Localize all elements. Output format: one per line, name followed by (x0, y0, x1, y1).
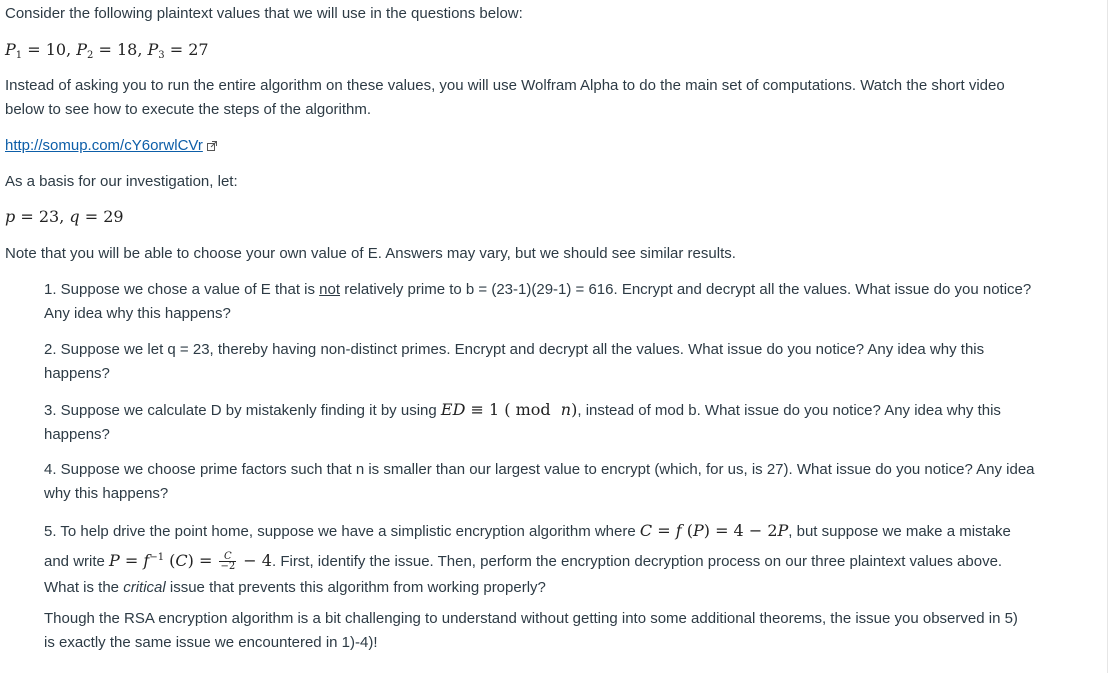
question-1 (44, 278, 1094, 326)
video-link[interactable]: http://somup.com/cY6orwlCVr (5, 137, 203, 154)
q3-formula: ED ≡ 1 ( mod n) (440, 400, 578, 419)
note-text: Note that you will be able to choose your own value of E. Answers may vary, but we should see similar results. (5, 245, 736, 262)
q3-text-b: , instead of mod b. What issue do you notice? Any idea why this (577, 402, 1001, 419)
q5-text-e: What is the (44, 579, 124, 596)
prime-values: p = 23, q = 29 (5, 207, 124, 226)
q-value: 29 (103, 207, 124, 226)
q4-text-b: why this happens? (44, 485, 169, 502)
p1-value: 10 (45, 40, 67, 59)
closing-line-2: is exactly the same issue we encountered in 1)-4)! (44, 634, 378, 651)
q1-text-c: relatively prime to b = (23-1)(29-1) = 616. Encrypt and decrypt all the values. What issue do you notice? (340, 281, 1032, 298)
p2-value: 18 (116, 40, 138, 59)
q5-text-b: , but suppose we make a mistake (788, 523, 1011, 540)
q3-text-c: happens? (44, 426, 110, 443)
question-3 (44, 398, 1094, 447)
instructions-line-1: Instead of asking you to run the entire algorithm on these values, you will use Wolfram Alpha to do the main set of computations. Watch the short video (5, 77, 1005, 94)
p3-value: 27 (188, 40, 209, 59)
question-2 (44, 338, 1094, 386)
q5-emphasis: critical (123, 579, 166, 596)
q5-text-d: . First, identify the issue. Then, perform the encryption decryption process on our three plaintext values above. (271, 553, 1003, 570)
basis-text: As a basis for our investigation, let: (5, 173, 238, 190)
q3-text-a: 3. Suppose we calculate D by mistakenly finding it by using (44, 402, 441, 419)
p-value: 23 (38, 207, 60, 226)
q5-text-c: and write (44, 553, 110, 570)
closing-line-1: Though the RSA encryption algorithm is a bit challenging to understand without getting into some additional theorems, the issue you observed in 5) (44, 610, 1018, 627)
q5-text-a: 5. To help drive the point home, suppose we have a simplistic encryption algorithm where (44, 523, 640, 540)
closing-text (44, 607, 1094, 655)
q5-text-g: issue that prevents this algorithm from working properly? (165, 579, 546, 596)
external-link-icon (207, 141, 217, 151)
video-link-row (5, 136, 217, 156)
plaintext-values: $P_1 = 10$, $P_2 = 18$, $P_3 = 27$ (5, 40, 209, 61)
q1-text-d: Any idea why this happens? (44, 305, 231, 322)
intro-text: Consider the following plaintext values that we will use in the questions below: (5, 5, 523, 22)
q2-text-a: 2. Suppose we let q = 23, thereby having non-distinct primes. Encrypt and decrypt all the values. What issue do you notice? Any idea why this (44, 341, 985, 358)
q5-decrypt-formula: $P = f^{-1}$ (C) = $\frac{C}{-2}$ − 4 (109, 551, 272, 572)
q1-text-a: 1. Suppose we chose a value of E that is (44, 281, 320, 298)
q4-text-a: 4. Suppose we choose prime factors such that n is smaller than our largest value to encrypt (which, for us, is 27). What issue do you notice? Any idea (44, 461, 1035, 478)
q5-encrypt-formula: C = f (P) = 4 − 2P (639, 521, 789, 540)
q2-text-b: happens? (44, 365, 110, 382)
question-4 (44, 458, 1094, 506)
question-5 (44, 518, 1094, 601)
instructions-line-2: below to see how to execute the steps of the algorithm. (5, 101, 372, 118)
q1-emphasis: not (319, 281, 341, 298)
